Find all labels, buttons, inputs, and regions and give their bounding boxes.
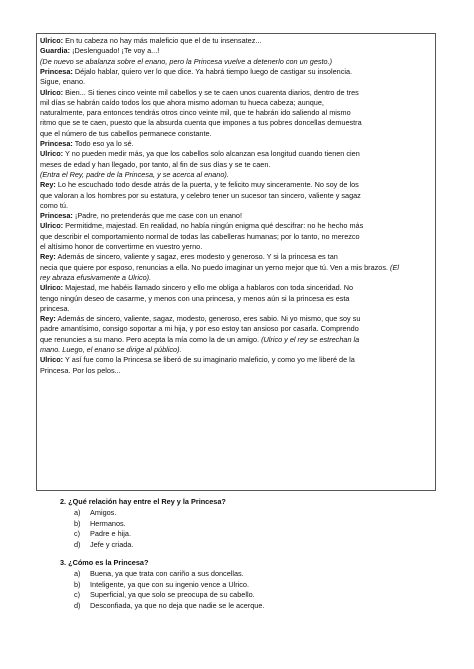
dialogue-line [40, 232, 432, 242]
line-text: el altísimo honor de convertirme en vuestro yerno. [40, 242, 203, 251]
dialogue-line [40, 149, 432, 159]
answer-option [74, 529, 131, 539]
line-text: Princesa. Por los pelos... [40, 365, 121, 375]
answer-option [74, 540, 133, 550]
line-text: tengo ningún deseo de casarme, y menos con una princesa, y menos aún si la princesa es esta [40, 293, 350, 303]
dialogue-line [40, 314, 432, 324]
speaker-name: Rey: [40, 252, 56, 262]
dialogue-line [40, 283, 432, 293]
option-text: Amigos. [90, 508, 117, 517]
answer-option [74, 569, 244, 579]
dialogue-line [40, 139, 432, 149]
line-text: Además de sincero, valiente, sagaz, modesto, generoso, eres sabio. Ni yo mismo, que soy su [55, 314, 361, 324]
speaker-name: Princesa: [40, 66, 73, 76]
speaker-name: Ulrico: [40, 283, 64, 293]
stage-direction: (De nuevo se abalanza sobre el enano, pero la Princesa vuelve a detenerlo con un gesto.) [40, 56, 333, 66]
question-title: 2. ¿Qué relación hay entre el Rey y la Princesa? [60, 497, 226, 506]
dialogue-line [40, 191, 432, 201]
answer-option [74, 519, 126, 529]
dialogue-line [40, 355, 432, 365]
line-text: meses de edad y han llegado, por tanto, al fin de sus días y se te caen. [40, 159, 271, 169]
line-text: Majestad, me habéis llamado sincero y ello me obliga a hablaros con toda sinceridad. No [63, 283, 354, 293]
dialogue-line [40, 36, 432, 46]
option-text: Padre e hija. [90, 529, 131, 538]
dialogue-line [40, 129, 432, 139]
dialogue-line [40, 98, 432, 108]
line-text: necia que quiere por esposo, renuncias a ella. No puedo imaginar un yerno mejor que tú. Ven a mis brazos. [40, 262, 389, 272]
line-text: que renuncies a su mano. Pero acepta la mía como la de un amigo. [40, 334, 260, 344]
option-letter: d) [74, 539, 81, 549]
dialogue-line [40, 211, 432, 221]
option-text: Superficial, ya que solo se preocupa de su cabello. [90, 590, 255, 599]
line-text: Lo he escuchado todo desde atrás de la puerta, y te felicito muy sinceramente. No soy de los [55, 180, 359, 190]
speaker-name: Rey: [40, 314, 56, 324]
dialogue-line [40, 77, 432, 87]
line-text: Y no pueden medir más, ya que los cabellos solo alcanzan esa longitud cuando tienen cien [63, 149, 360, 159]
option-letter: b) [74, 579, 81, 589]
dialogue-line [40, 67, 432, 77]
dialogue-line [40, 221, 432, 231]
dialogue-line [40, 170, 432, 180]
line-text: En tu cabeza no hay más maleficio que el de tu insensatez... [63, 36, 262, 45]
option-text: Hermanos. [90, 518, 126, 528]
line-text: que valoran a los hombres por su estatura, y celebro tener un sucesor tan sincero, valiente y sagaz [40, 190, 361, 200]
speaker-name: Rey: [40, 180, 56, 190]
option-letter: c) [74, 529, 81, 538]
line-text: Déjalo hablar, quiero ver lo que dice. Ya habrá tiempo luego de castigar su insolencia. [72, 66, 353, 76]
speaker-name: Ulrico: [40, 149, 64, 159]
question-title: 3. ¿Cómo es la Princesa? [60, 558, 149, 567]
dialogue-line [40, 108, 432, 118]
dialogue-line [40, 366, 432, 376]
dialogue-line [40, 242, 432, 252]
line-text: Todo eso ya lo sé. [72, 139, 134, 148]
dialogue-line [40, 180, 432, 190]
dialogue-line [40, 160, 432, 170]
dialogue-line [40, 263, 432, 273]
speaker-name: Ulrico: [40, 36, 64, 45]
answer-option [74, 508, 116, 518]
speaker-name: Guardia: [40, 46, 71, 56]
line-text: Sigue, enano. [40, 77, 86, 87]
dialogue-line [40, 201, 432, 211]
line-text: Permitidme, majestad. En realidad, no había ningún enigma qué descifrar: no he hecho más [63, 221, 364, 231]
line-text: que describir el comportamiento normal de todas las cabelleras humanas; por lo tanto, no merezco [40, 231, 360, 241]
line-text: ritmo que se te caen, puesto que la absurda cuenta que impones a tus pobres doncellas demuestra [40, 118, 362, 128]
dialogue-line [40, 294, 432, 304]
line-text: ¡Padre, no pretenderás que me case con un enano! [72, 211, 243, 221]
line-text: princesa. [40, 303, 70, 313]
option-letter: d) [74, 600, 81, 610]
stage-direction: mano. Luego, el enano se dirige al público). [40, 345, 182, 354]
speaker-name: Princesa: [40, 211, 73, 221]
dialogue-line [40, 118, 432, 128]
answer-option [74, 601, 264, 611]
stage-direction: rey abraza efusivamente a Ulrico). [40, 272, 152, 282]
line-text: Bien... Si tienes cinco veinte mil cabellos y se te caen unos cuarenta diarios, dentro de tres [63, 87, 359, 97]
dialogue-line [40, 304, 432, 314]
speaker-name: Princesa: [40, 139, 73, 148]
line-text: como tú. [40, 200, 68, 210]
speaker-name: Ulrico: [40, 355, 64, 365]
option-letter: c) [74, 590, 81, 599]
line-text: mil días se habrán caído todos los que ahora mismo adornan tu hueca cabeza; aunque, [40, 97, 324, 107]
dialogue-line [40, 273, 432, 283]
option-text: Buena, ya que trata con cariño a sus doncellas. [90, 569, 244, 578]
speaker-name: Ulrico: [40, 221, 64, 231]
line-text: padre amantísimo, consigo soportar a mi hija, y por eso estoy tan ansioso por casarla. Comprendo [40, 324, 359, 334]
line-text: ¡Deslenguado! ¡Te voy a...! [70, 46, 160, 56]
speaker-name: Ulrico: [40, 87, 64, 97]
dialogue-line [40, 46, 432, 56]
stage-direction: (El [388, 262, 399, 272]
option-letter: a) [74, 569, 81, 578]
line-text: que el número de tus cabellos permanece constante. [40, 128, 212, 138]
answer-option [74, 590, 255, 600]
option-letter: a) [74, 508, 81, 517]
dialogue-line [40, 324, 432, 334]
dialogue-line [40, 57, 432, 67]
option-text: Desconfiada, ya que no deja que nadie se le acerque. [90, 600, 265, 610]
option-text: Jefe y criada. [90, 539, 134, 549]
dialogue-line [40, 335, 432, 345]
dialogue-line [40, 88, 432, 98]
option-text: Inteligente, ya que con su ingenio vence a Ulrico. [90, 579, 250, 589]
line-text: Además de sincero, valiente y sagaz, eres modesto y generoso. Y si la princesa es tan [55, 252, 338, 262]
line-text: naturalmente, para entonces tendrás otros cinco veinte mil, que te habrán ido saliendo al mismo [40, 108, 351, 118]
stage-direction: (Ulrico y el rey se estrechan la [259, 334, 360, 344]
answer-option [74, 580, 249, 590]
stage-direction: (Entra el Rey, padre de la Princesa, y se acerca al enano). [40, 169, 229, 179]
option-letter: b) [74, 518, 81, 528]
line-text: Y así fue como la Princesa se liberó de su imaginario maleficio, y como yo me liberé de la [63, 355, 355, 365]
dialogue-line [40, 252, 432, 262]
dialogue-line [40, 345, 432, 355]
